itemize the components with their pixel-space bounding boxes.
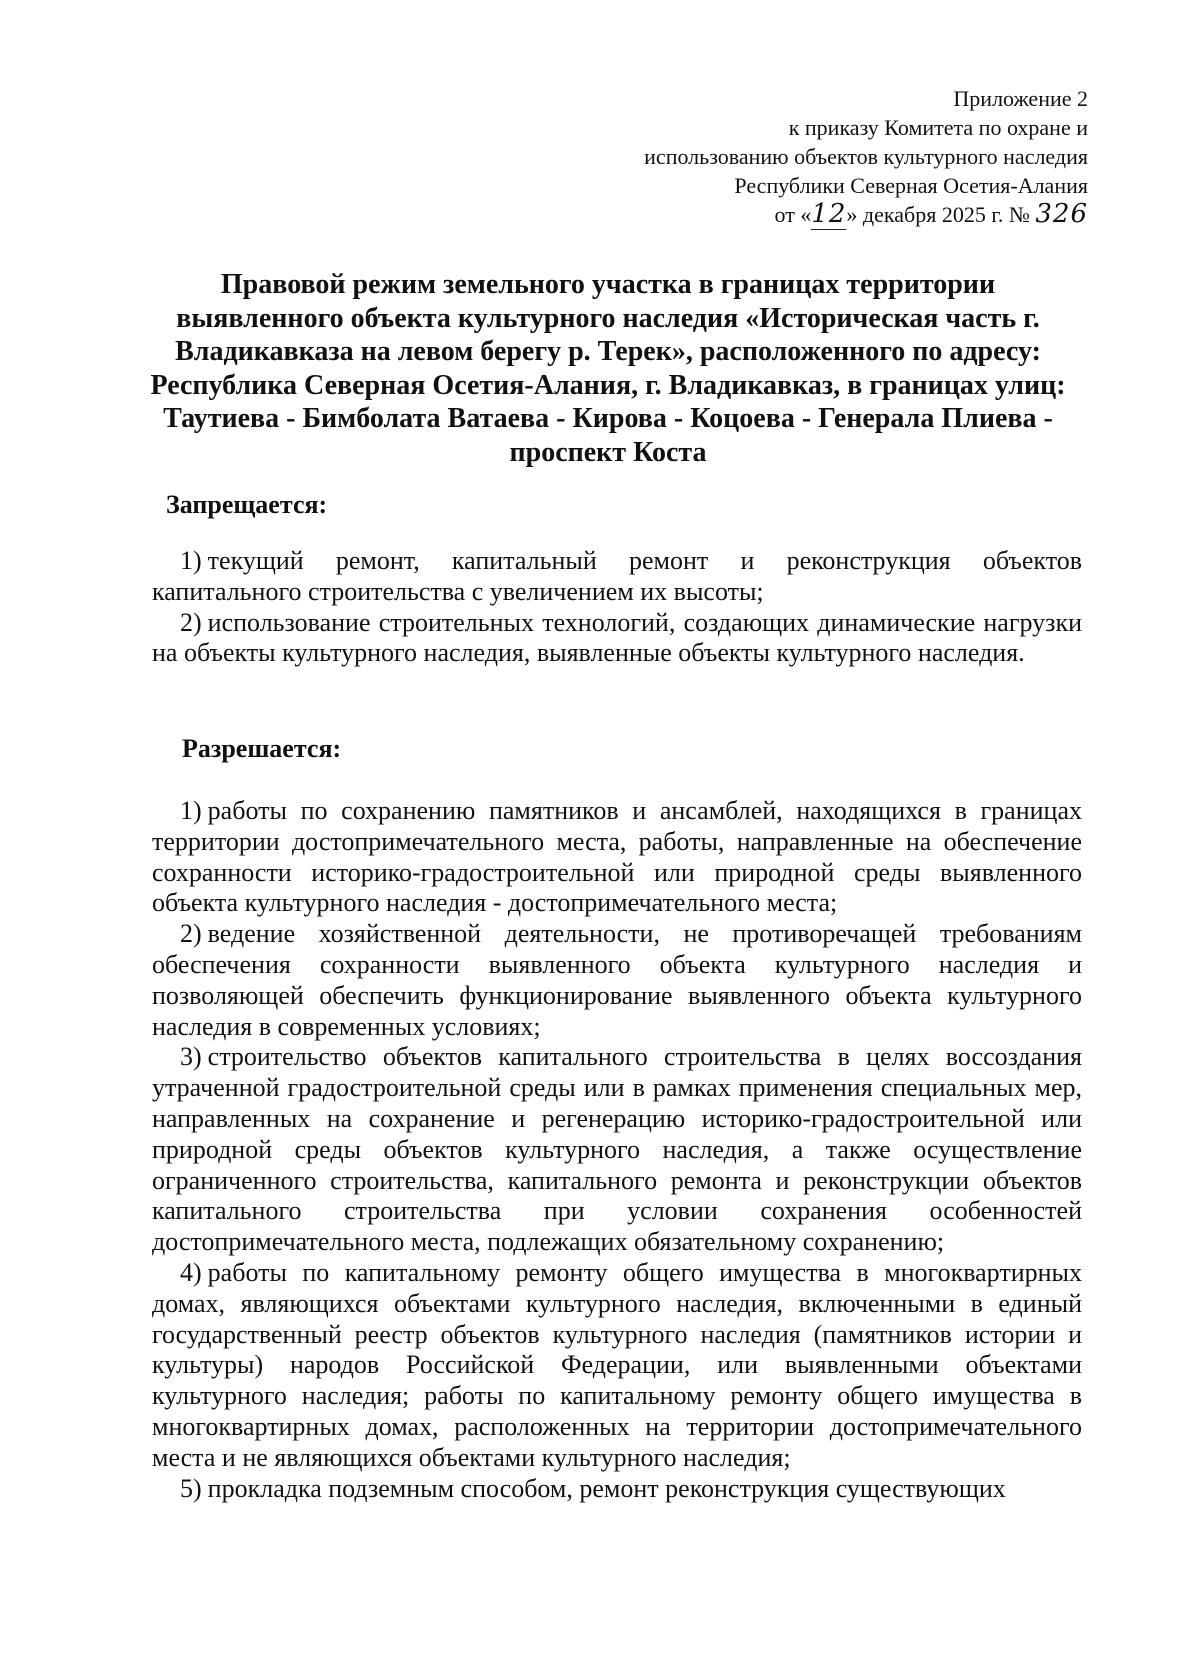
date-suffix: » декабря 2025 г. №	[846, 202, 1030, 227]
item-number: 1)	[180, 796, 202, 825]
list-item	[152, 796, 1082, 919]
document-title: Правовой режим земельного участка в границах территории выявленного объекта культурного наследия «Историческая часть г. Владикавказа на левом берегу р. Терек», расположенного по адресу: Республика Северная Осетия-Алания, г. Владикавказ, в границах улиц: Таутиева - Бимболата Ватаева - Кирова - Коцоева - Генерала Плиева - проспект Коста	[150, 269, 1066, 468]
list-item	[152, 546, 1082, 608]
handwritten-day: 12	[811, 199, 847, 229]
item-number: 5)	[180, 1473, 202, 1503]
list-item	[152, 1258, 1082, 1474]
allowed-list	[152, 796, 1082, 1504]
item-number: 4)	[180, 1257, 202, 1287]
item-text: строительство объектов капитального строительства в целях воссоздания утраченной градостроительной среды или в рамках применения специальных мер, направленных на сохранение и регенерацию историко-градостроительной или природной среды объектов культурного наследия, а также осуществление ограниченного строительства, капитального ремонта и реконструкции объектов капитального строительства при условии сохранения особенностей достопримечательного места, подлежащих обязательному сохранению;	[152, 1042, 1082, 1257]
handwritten-order-number: 326	[1035, 199, 1088, 229]
item-text: текущий ремонт, капитальный ремонт и реконструкция объектов капитального строительства с увеличением их высоты;	[152, 546, 1082, 606]
item-number: 1)	[180, 546, 202, 575]
item-text: работы по капитальному ремонту общего имущества в многоквартирных домах, являющихся объектами культурного наследия, включенными в единый государственный реестр объектов культурного наследия (памятников истории и культуры) народов Российской Федерации, или выявленными объектами культурного наследия; работы по капитальному ремонту общего имущества в многоквартирных домах, расположенных на территории достопримечательного места и не являющихся объектами культурного наследия;	[152, 1257, 1082, 1472]
item-text: прокладка подземным способом, ремонт реконструкция существующих	[207, 1473, 1006, 1503]
appendix-date-line	[644, 200, 1088, 230]
item-number: 2)	[180, 919, 202, 949]
item-text: работы по сохранению памятников и ансамблей, находящихся в границах территории достопримечательного места, работы, направленные на обеспечение сохранности историко-градостроительной или природной среды выявленного объекта культурного наследия - достопримечательного места;	[152, 796, 1082, 918]
appendix-line-3: Республики Северная Осетия-Алания	[734, 173, 1088, 198]
item-number: 3)	[180, 1042, 202, 1072]
date-prefix: от «	[774, 202, 812, 227]
allowed-heading: Разрешается:	[182, 734, 342, 763]
list-item	[152, 919, 1082, 1042]
item-text: использование строительных технологий, создающих динамические нагрузки на объекты культурного наследия, выявленные объекты культурного наследия.	[152, 607, 1082, 668]
prohibited-list	[152, 546, 1082, 669]
list-item	[152, 1474, 1082, 1505]
appendix-title: Приложение 2	[953, 86, 1088, 111]
list-item	[152, 608, 1082, 670]
item-text: ведение хозяйственной деятельности, не противоречащей требованиям обеспечения сохранности выявленного объекта культурного наследия и позволяющей обеспечить функционирование выявленного объекта культурного наследия в современных условиях;	[152, 919, 1082, 1041]
prohibited-heading: Запрещается:	[166, 490, 328, 519]
appendix-header	[644, 84, 1088, 230]
appendix-line-2: использованию объектов культурного наследия	[644, 144, 1088, 169]
list-item	[152, 1042, 1082, 1258]
appendix-line-1: к приказу Комитета по охране и	[788, 115, 1088, 140]
item-number: 2)	[180, 607, 202, 637]
